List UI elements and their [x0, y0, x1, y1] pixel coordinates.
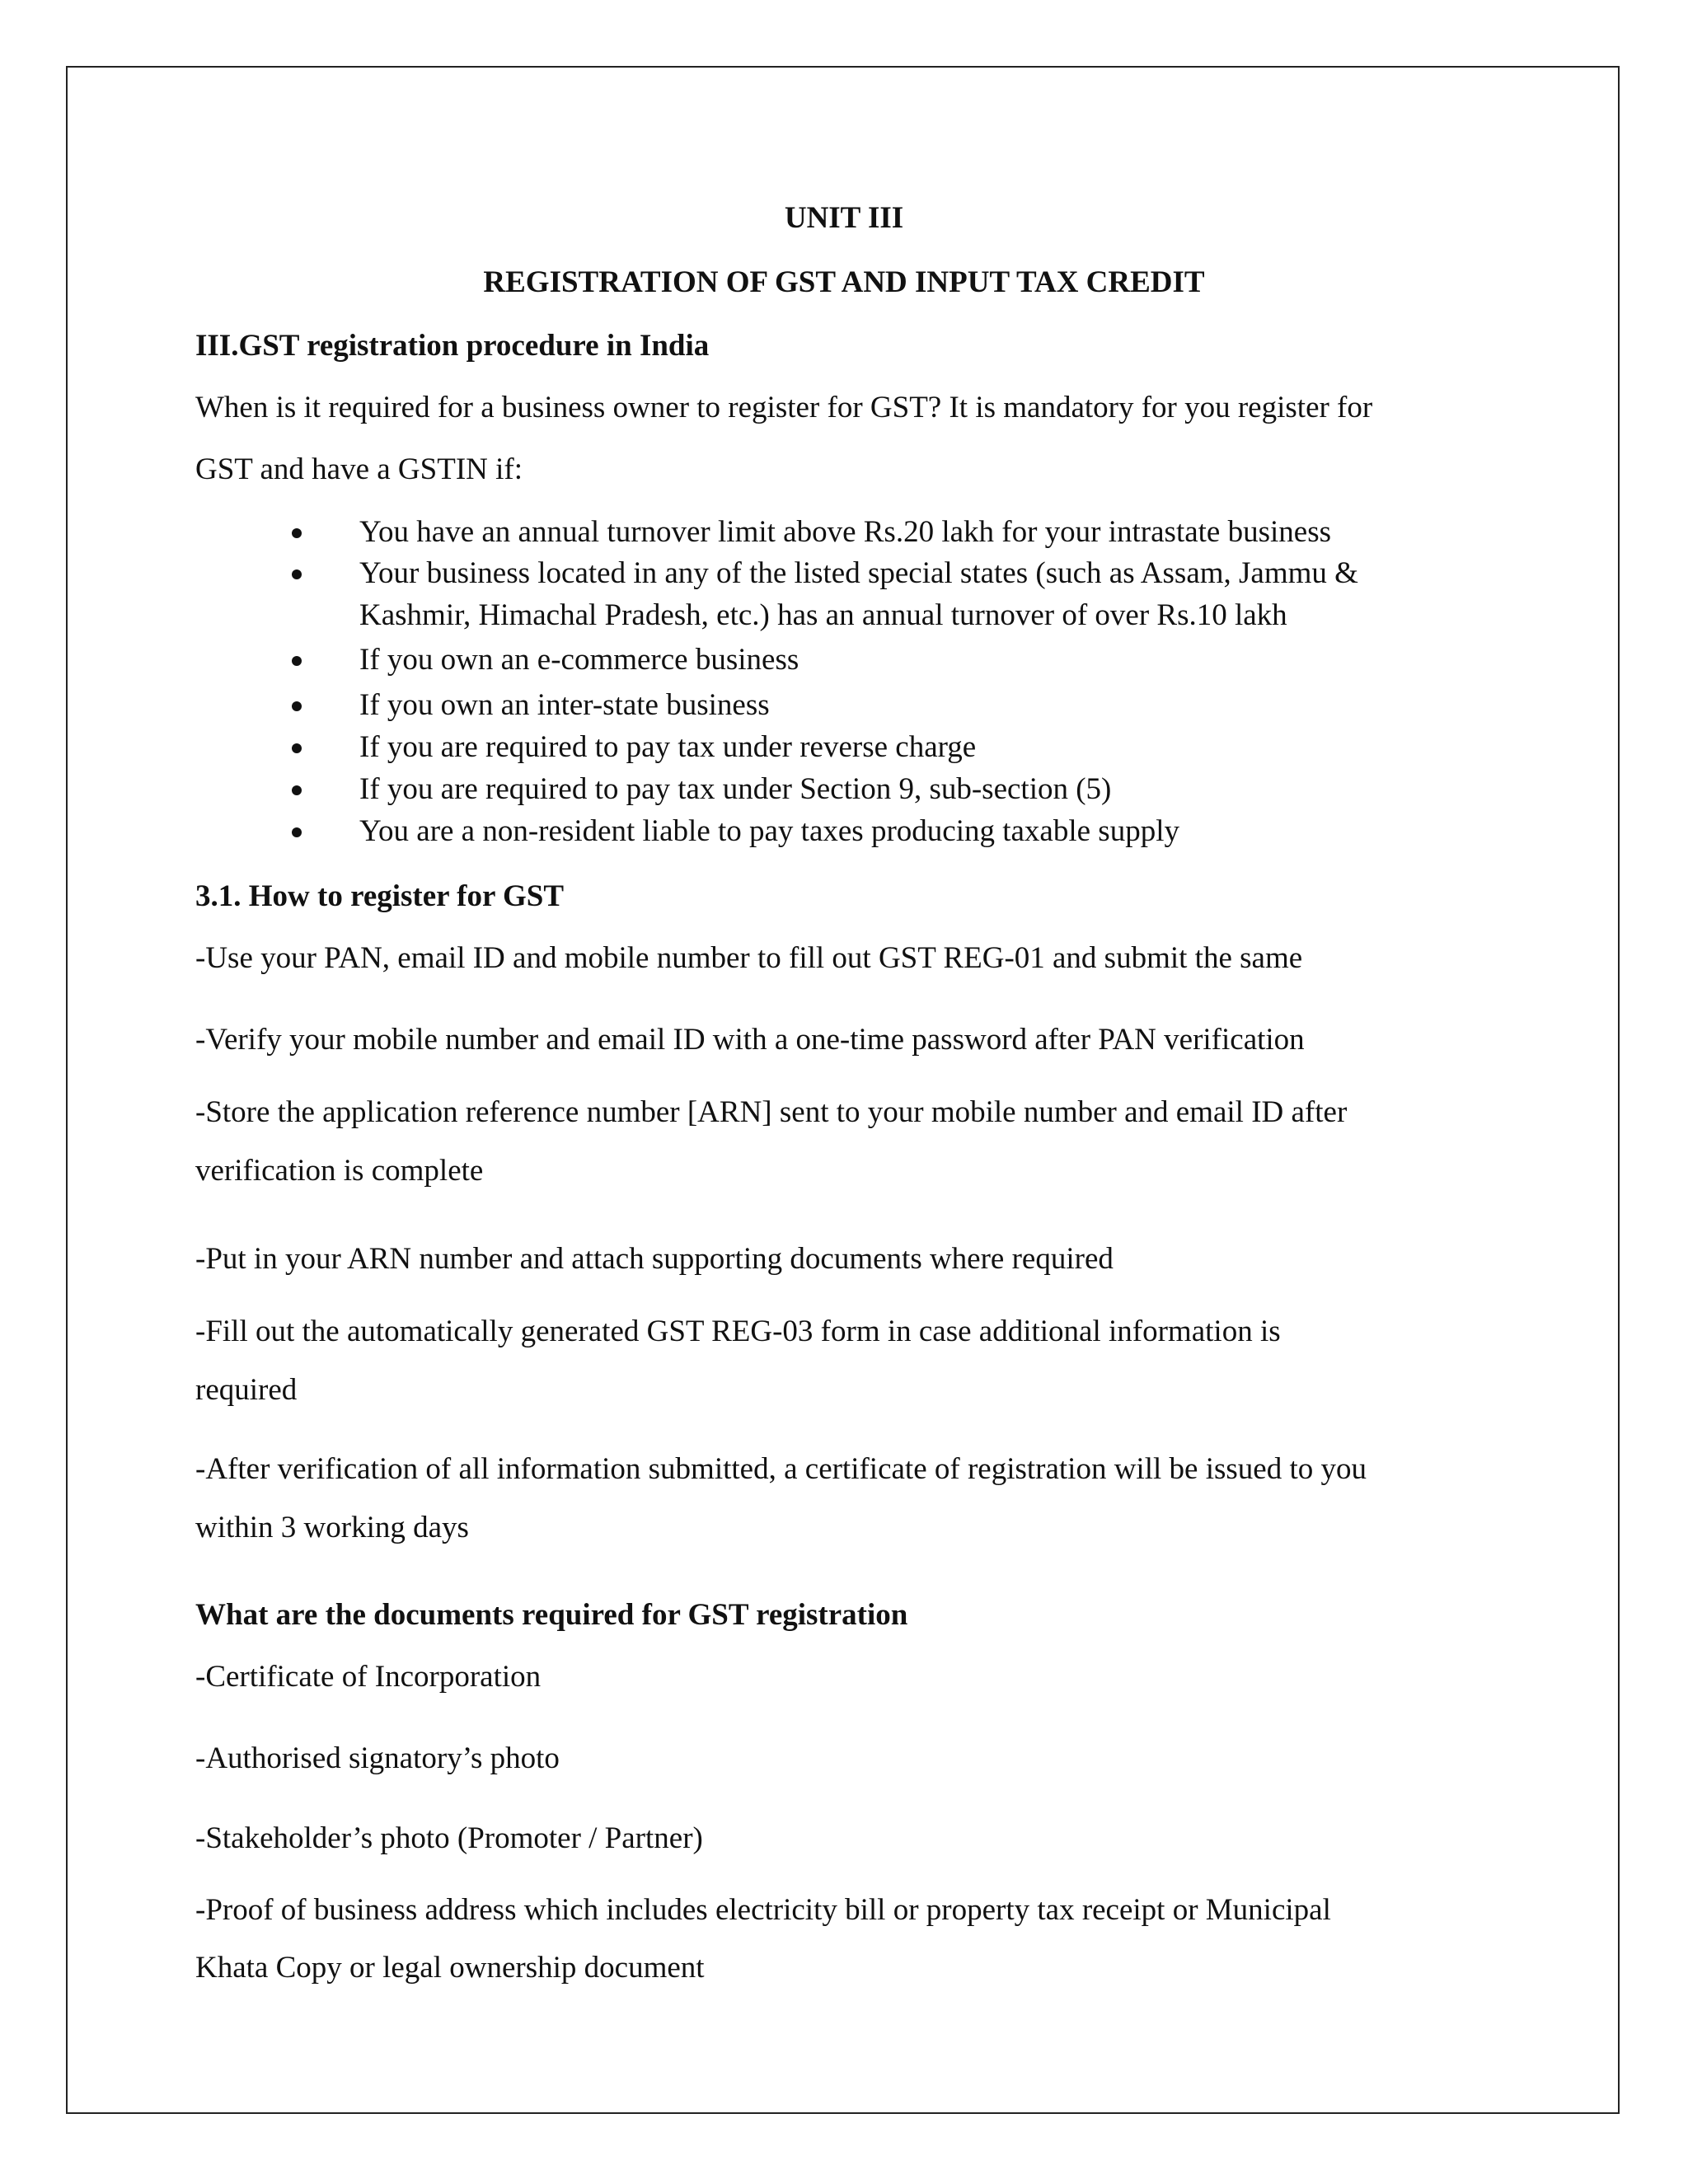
document-item: -Authorised signatory’s photo — [195, 1741, 560, 1775]
bullet-icon — [292, 827, 302, 837]
bullet-icon — [292, 569, 302, 579]
register-step: -Store the application reference number [ARN] sent to your mobile number and email ID after — [195, 1095, 1348, 1129]
register-step: -Fill out the automatically generated GST REG-03 form in case additional information is — [195, 1315, 1281, 1348]
document-item: -Stakeholder’s photo (Promoter / Partner) — [195, 1821, 703, 1855]
document-item-continuation: Khata Copy or legal ownership document — [195, 1951, 705, 1985]
page-border — [66, 66, 1620, 2114]
bullet-icon — [292, 785, 302, 795]
bullet-icon — [292, 743, 302, 753]
chapter-title: REGISTRATION OF GST AND INPUT TAX CREDIT — [483, 265, 1205, 299]
register-step: -Use your PAN, email ID and mobile number to fill out GST REG-01 and submit the same — [195, 941, 1303, 975]
register-step: -Put in your ARN number and attach supporting documents where required — [195, 1242, 1114, 1276]
intro-paragraph-line: GST and have a GSTIN if: — [195, 452, 523, 486]
register-step-continuation: required — [195, 1373, 298, 1407]
register-step: -Verify your mobile number and email ID with a one-time password after PAN verification — [195, 1023, 1305, 1057]
document-item: -Proof of business address which includes electricity bill or property tax receipt or Municipal — [195, 1893, 1331, 1927]
section-heading-documents: What are the documents required for GST registration — [195, 1598, 908, 1632]
bullet-icon — [292, 656, 302, 666]
document-item: -Certificate of Incorporation — [195, 1660, 542, 1694]
register-step: -After verification of all information submitted, a certificate of registration will be issued to you — [195, 1452, 1367, 1486]
register-step-continuation: within 3 working days — [195, 1511, 469, 1544]
section-heading-procedure: III.GST registration procedure in India — [195, 329, 710, 363]
register-step-continuation: verification is complete — [195, 1154, 484, 1188]
bullet-icon — [292, 528, 302, 538]
intro-paragraph-line: When is it required for a business owner to register for GST? It is mandatory for you register for — [195, 391, 1373, 424]
bullet-icon — [292, 701, 302, 711]
section-heading-register: 3.1. How to register for GST — [195, 879, 565, 913]
unit-heading: UNIT III — [784, 201, 904, 235]
